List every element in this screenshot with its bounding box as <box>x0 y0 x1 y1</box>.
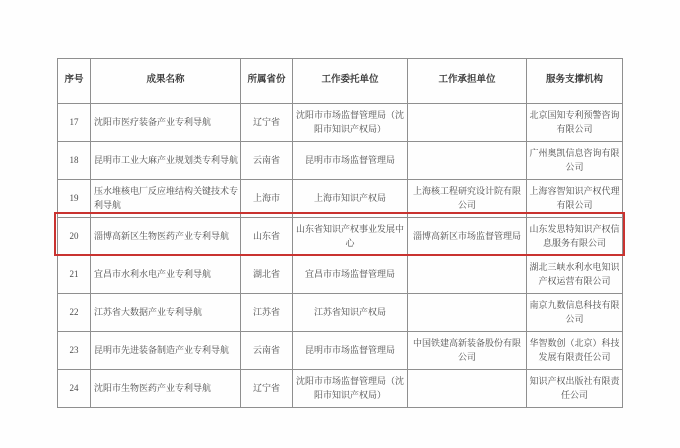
cell-commission: 昆明市市场监督管理局 <box>293 332 408 370</box>
cell-undertaker <box>408 370 527 408</box>
cell-name: 昆明市工业大麻产业规划类专利导航 <box>91 142 241 180</box>
table-row <box>58 180 623 218</box>
cell-commission: 上海市知识产权局 <box>293 180 408 218</box>
cell-support: 华智数创（北京）科技发展有限责任公司 <box>527 332 623 370</box>
cell-commission: 昆明市市场监督管理局 <box>293 142 408 180</box>
patent-navigation-table <box>57 58 623 408</box>
cell-commission: 山东省知识产权事业发展中心 <box>293 218 408 256</box>
cell-name: 江苏省大数据产业专利导航 <box>91 294 241 332</box>
cell-support: 广州奥凯信息咨询有限公司 <box>527 142 623 180</box>
cell-undertaker <box>408 294 527 332</box>
cell-name: 昆明市先进装备制造产业专利导航 <box>91 332 241 370</box>
table-header-row <box>58 59 623 104</box>
cell-support: 知识产权出版社有限责任公司 <box>527 370 623 408</box>
table-row <box>58 256 623 294</box>
cell-no: 22 <box>58 294 91 332</box>
cell-no: 17 <box>58 104 91 142</box>
header-cell-name: 成果名称 <box>91 59 241 104</box>
cell-no: 21 <box>58 256 91 294</box>
cell-support: 山东发思特知识产权信息服务有限公司 <box>527 218 623 256</box>
table-row <box>58 294 623 332</box>
header-cell-no: 序号 <box>58 59 91 104</box>
table-row <box>58 332 623 370</box>
cell-name: 沈阳市生物医药产业专利导航 <box>91 370 241 408</box>
cell-support: 上海容智知识产权代理有限公司 <box>527 180 623 218</box>
cell-no: 18 <box>58 142 91 180</box>
table-row <box>58 142 623 180</box>
cell-no: 20 <box>58 218 91 256</box>
cell-undertaker: 中国铁建高新装备股份有限公司 <box>408 332 527 370</box>
cell-commission: 宜昌市市场监督管理局 <box>293 256 408 294</box>
cell-name: 宜昌市水利水电产业专利导航 <box>91 256 241 294</box>
cell-no: 23 <box>58 332 91 370</box>
cell-undertaker <box>408 142 527 180</box>
header-cell-support: 服务支撑机构 <box>527 59 623 104</box>
cell-name: 沈阳市医疗装备产业专利导航 <box>91 104 241 142</box>
cell-province: 上海市 <box>241 180 293 218</box>
table-row-highlighted <box>58 218 623 256</box>
cell-name: 淄博高新区生物医药产业专利导航 <box>91 218 241 256</box>
cell-province: 辽宁省 <box>241 370 293 408</box>
cell-no: 19 <box>58 180 91 218</box>
header-cell-undertaker: 工作承担单位 <box>408 59 527 104</box>
cell-no: 24 <box>58 370 91 408</box>
cell-province: 湖北省 <box>241 256 293 294</box>
cell-undertaker: 淄博高新区市场监督管理局 <box>408 218 527 256</box>
header-cell-commission: 工作委托单位 <box>293 59 408 104</box>
cell-undertaker: 上海核工程研究设计院有限公司 <box>408 180 527 218</box>
cell-name: 压水堆核电厂反应堆结构关键技术专利导航 <box>91 180 241 218</box>
table-row <box>58 104 623 142</box>
cell-province: 山东省 <box>241 218 293 256</box>
cell-commission: 江苏省知识产权局 <box>293 294 408 332</box>
header-cell-province: 所属省份 <box>241 59 293 104</box>
cell-province: 云南省 <box>241 142 293 180</box>
cell-undertaker <box>408 104 527 142</box>
cell-province: 辽宁省 <box>241 104 293 142</box>
cell-support: 南京九数信息科技有限公司 <box>527 294 623 332</box>
cell-support: 北京国知专利预警咨询有限公司 <box>527 104 623 142</box>
cell-commission: 沈阳市市场监督管理局（沈阳市知识产权局） <box>293 370 408 408</box>
cell-commission: 沈阳市市场监督管理局（沈阳市知识产权局） <box>293 104 408 142</box>
table-row <box>58 370 623 408</box>
cell-province: 云南省 <box>241 332 293 370</box>
cell-undertaker <box>408 256 527 294</box>
cell-province: 江苏省 <box>241 294 293 332</box>
cell-support: 湖北三峡水利水电知识产权运营有限公司 <box>527 256 623 294</box>
